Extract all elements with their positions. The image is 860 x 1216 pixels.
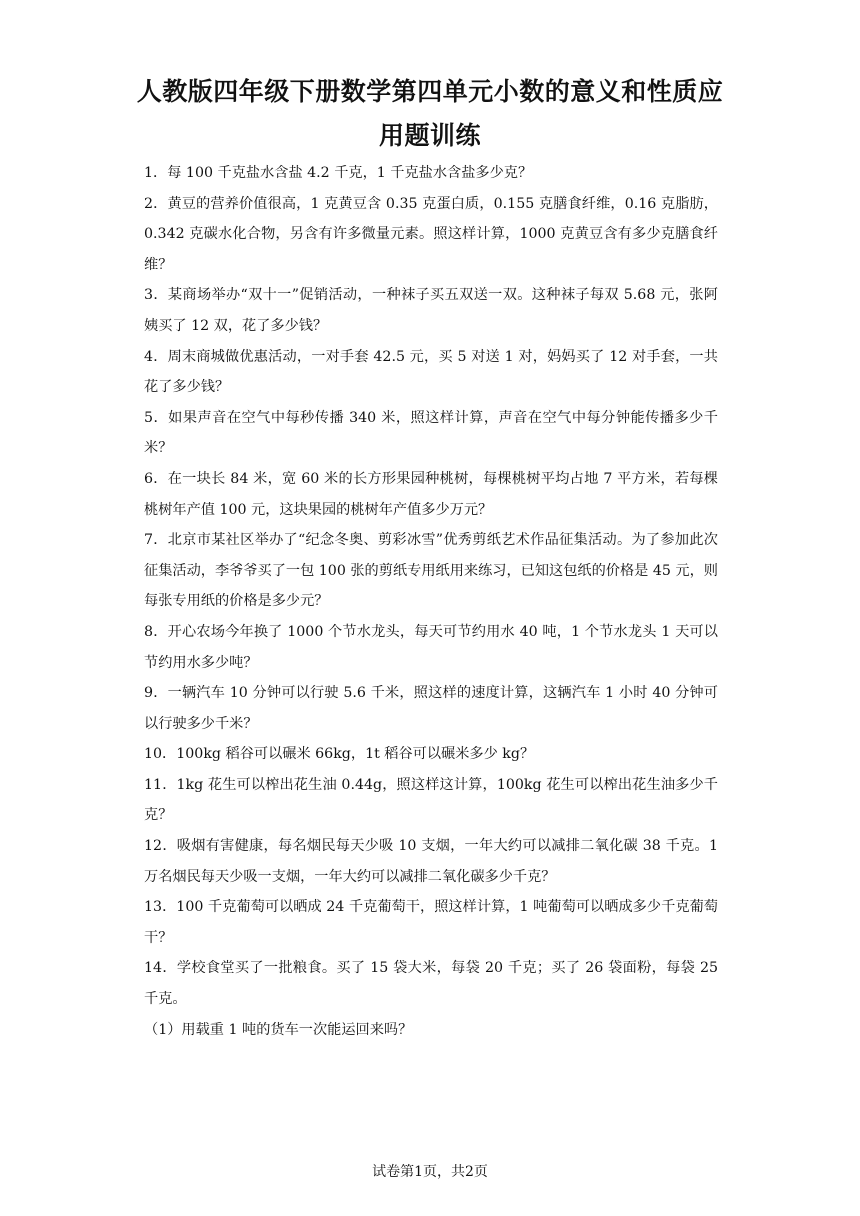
question-14-sub-1: （1）用载重 1 吨的货车一次能运回来吗？ xyxy=(144,1021,413,1038)
question-13: 13．100 千克葡萄可以晒成 24 千克葡萄干，照这样计算，1 吨葡萄可以晒成多少千克葡萄干？ xyxy=(144,899,718,946)
page-title: 人教版四年级下册数学第四单元小数的意义和性质应用题训练 xyxy=(136,77,724,150)
question-10: 10．100kg 稻谷可以碾米 66kg，1t 稻谷可以碾米多少 kg？ xyxy=(144,746,535,763)
question-2: 2．黄豆的营养价值很高，1 克黄豆含 0.35 克蛋白质，0.155 克膳食纤维，0.16 克脂肪，0.342 克碳水化合物，另含有许多微量元素。照这样计算，1000 克黄豆含有多少克膳食纤维？ xyxy=(144,195,718,273)
question-14: 14．学校食堂买了一批粮食。买了 15 袋大米，每袋 20 千克；买了 26 袋面粉，每袋 25 千克。 xyxy=(144,960,718,1008)
question-6: 6．在一块长 84 米，宽 60 米的长方形果园种桃树，每棵桃树平均占地 7 平方米，若每棵桃树年产值 100 元，这块果园的桃树年产值多少万元？ xyxy=(144,470,718,518)
question-1: 1．每 100 千克盐水含盐 4.2 千克，1 千克盐水含盐多少克？ xyxy=(144,165,533,181)
question-5: 5．如果声音在空气中每秒传播 340 米，照这样计算，声音在空气中每分钟能传播多少千米？ xyxy=(144,409,718,457)
question-7: 7．北京市某社区举办了“纪念冬奥、剪彩冰雪”优秀剪纸艺术作品征集活动。为了参加此次征集活动，李爷爷买了一包 100 张的剪纸专用纸用来练习，已知这包纸的价格是 45 元，则每张专用纸的价格是多少元？ xyxy=(144,532,718,610)
question-12: 12．吸烟有害健康，每名烟民每天少吸 10 支烟，一年大约可以减排二氧化碳 38 千克。1 万名烟民每天少吸一支烟，一年大约可以减排二氧化碳多少千克？ xyxy=(144,838,718,885)
page-footer: 试卷第1页，共2页 xyxy=(372,1164,488,1180)
question-8: 8．开心农场今年换了 1000 个节水龙头，每天可节约用水 40 吨，1 个节水龙头 1 天可以节约用水多少吨？ xyxy=(144,623,718,671)
question-11: 11．1kg 花生可以榨出花生油 0.44g，照这样这计算，100kg 花生可以榨出花生油多少千克？ xyxy=(144,776,718,824)
question-list xyxy=(144,158,718,1045)
question-9: 9．一辆汽车 10 分钟可以行驶 5.6 千米，照这样的速度计算，这辆汽车 1 小时 40 分钟可以行驶多少千米？ xyxy=(144,685,718,732)
question-4: 4．周末商城做优惠活动，一对手套 42.5 元，买 5 对送 1 对，妈妈买了 12 对手套，一共花了多少钱？ xyxy=(144,348,718,396)
question-3: 3．某商场举办“双十一”促销活动，一种袜子买五双送一双。这种袜子每双 5.68 元，张阿姨买了 12 双，花了多少钱？ xyxy=(144,287,718,334)
